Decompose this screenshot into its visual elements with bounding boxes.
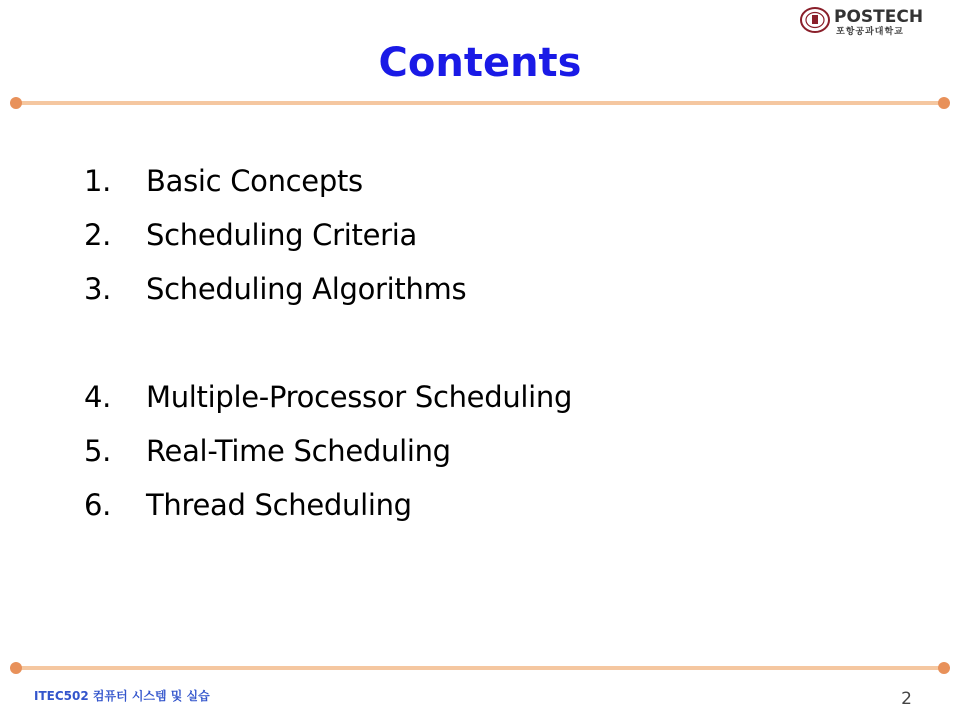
university-seal-icon <box>798 4 928 38</box>
list-item-number: 4. <box>84 380 112 414</box>
divider-dot-right <box>938 97 950 109</box>
list-item-number: 5. <box>84 434 112 468</box>
logo-subtext: 포항공과대학교 <box>836 27 904 37</box>
postech-logo <box>798 4 928 38</box>
list-item-number: 3. <box>84 272 112 306</box>
list-item <box>84 208 572 262</box>
list-item-number: 6. <box>84 488 112 522</box>
list-item-label: Scheduling Criteria <box>146 218 417 252</box>
list-item <box>84 370 572 424</box>
list-item-number: 1. <box>84 164 112 198</box>
page-number: 2 <box>901 689 912 709</box>
slide-title: Contents <box>378 40 582 86</box>
divider-dot-left <box>10 662 22 674</box>
top-divider <box>16 101 944 105</box>
list-item <box>84 262 572 316</box>
divider-dot-right <box>938 662 950 674</box>
divider-dot-left <box>10 97 22 109</box>
list-item <box>84 154 572 208</box>
list-item-label: Real-Time Scheduling <box>146 434 451 468</box>
list-item-label: Thread Scheduling <box>146 488 412 522</box>
contents-list <box>84 154 572 532</box>
list-item-number: 2. <box>84 218 112 252</box>
list-item-label: Multiple-Processor Scheduling <box>146 380 573 414</box>
bottom-divider <box>16 666 944 670</box>
list-item-label: Basic Concepts <box>146 164 363 198</box>
list-item <box>84 424 572 478</box>
list-item <box>84 478 572 532</box>
logo-text: POSTECH <box>834 7 924 27</box>
list-item-label: Scheduling Algorithms <box>146 272 467 306</box>
footer-course-label: ITEC502 컴퓨터 시스템 및 실습 <box>34 689 210 703</box>
